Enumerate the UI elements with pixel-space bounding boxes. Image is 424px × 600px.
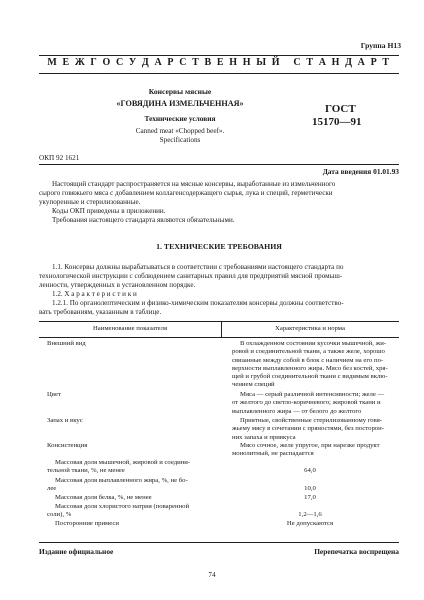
okp-code: ОКП 92 1621: [39, 154, 80, 162]
table-row-value: 64,0: [304, 467, 316, 474]
table-row-value: Приятные, свойственные стерилизованному говя- жьему мясу в сочетании с пряностями, без посторон- них запаха и привкуса: [232, 417, 384, 441]
standard-banner: М Е Ж Г О С У Д А Р С Т В Е Н Н Ы Й С Т А Н Д А Р Т: [47, 57, 391, 68]
table-row-name: Массовая доля белка, %, не менее: [55, 494, 152, 501]
effective-date: Дата введения 01.01.93: [322, 167, 399, 176]
table-row-value: 1,2—1,6: [298, 511, 322, 518]
section-heading: 1. ТЕХНИЧЕСКИЕ ТРЕБОВАНИЯ: [156, 242, 282, 251]
table-row-name: Внешний вид: [47, 340, 86, 347]
okp-rule: [39, 164, 399, 165]
gost-label: ГОСТ: [325, 103, 356, 115]
top-rule-upper: [39, 55, 399, 56]
reprint-notice: Перепечатка воспрещена: [314, 547, 399, 556]
document-subtitle: Технические условия: [144, 114, 216, 123]
table-row-name: Посторонние примеси: [55, 520, 119, 527]
clause-1-2: 1.2. Х а р а к т е р и с т и к и: [52, 290, 137, 298]
table-header-rule: [39, 337, 399, 338]
intro-p2: Коды ОКП приведены в приложении.: [52, 207, 166, 215]
table-row-name: Цвет: [47, 391, 61, 398]
clause-1-2-1-line2: вать требованиям, указанным в таблице.: [39, 308, 162, 316]
table-row-name: Запах и вкус: [47, 417, 83, 424]
table-row-value: Мяса — серый различной интенсивности; желе — от желтого до светло-коричневого; жировой ткани и выплавленного жира — от белого до желтого: [232, 391, 385, 415]
official-edition: Издание официальное: [39, 547, 114, 556]
table-top-rule: [39, 321, 399, 322]
table-row-value: В охлажденном состоянии кусочки мышечной, жи- ровой и соединительной ткани, а также желе, хорошо связанные между собой в блок с наличием на его по- верхности выплавленного жира. Мясо без костей, хря- щей и грубой соединительной ткани с видимым вклю- чением специй: [232, 340, 388, 389]
group-label: Группа Н13: [360, 41, 401, 50]
intro-p1-line2: сырого говяжьего мяса с добавлением коллагенсодержащего сырья, лука и специй, герметически: [39, 189, 333, 197]
table-row-name: Массовая доля выплавленного жира, %, не бо- лее: [47, 477, 188, 493]
clause-1-2-1-line1: 1.2.1. По органолептическим и физико-химическим показателям консервы должны соответство-: [52, 299, 344, 307]
table-row-value: Не допускаются: [286, 520, 334, 527]
table-row-name: Массовая доля хлористого натрия (поваренной соли), %: [47, 503, 190, 519]
footer-rule: [39, 542, 399, 543]
intro-p1-line3: укупоренные и стерилизованные.: [39, 198, 141, 206]
intro-p1-line1: Настоящий стандарт распространяется на мясные консервы, выработанные из измельченного: [52, 180, 336, 188]
table-row-name: Консистенция: [47, 442, 88, 449]
table-row-value: 10,0: [304, 485, 316, 492]
clause-1-1-line3: ленности, утвержденных в установленном порядке.: [39, 281, 196, 289]
table-row-name: Массовая доля мышечной, жировой и соедини- тельной ткани, %, не менее: [47, 459, 191, 475]
english-title-line1: Canned meat «Chopped beef».: [135, 127, 225, 135]
clause-1-1-line1: 1.1. Консервы должны вырабатываться в соответствии с требованиями настоящего стандарта по: [52, 263, 344, 271]
table-row-value: Мясо сочное, желе упругое, при нарезке продукт монолитный, не распадается: [232, 442, 380, 458]
table-header-name: Наименование показателя: [92, 325, 168, 332]
product-category: Консервы мясные: [148, 87, 212, 96]
page-number: 74: [208, 571, 216, 579]
top-rule-lower: [39, 73, 399, 74]
intro-p3: Требования настоящего стандарта являются обязательными.: [52, 216, 235, 224]
english-title-line2: Specifications: [159, 136, 201, 144]
product-name: «ГОВЯДИНА ИЗМЕЛЬЧЕННАЯ»: [116, 99, 244, 108]
clause-1-1-line2: технологической инструкции с соблюдением санитарных правил для предприятий мясной промыш-: [39, 272, 343, 280]
table-row-value: 17,0: [304, 494, 316, 501]
table-header-value: Характеристика и норма: [275, 325, 345, 332]
gost-number: 15170—91: [312, 116, 362, 128]
